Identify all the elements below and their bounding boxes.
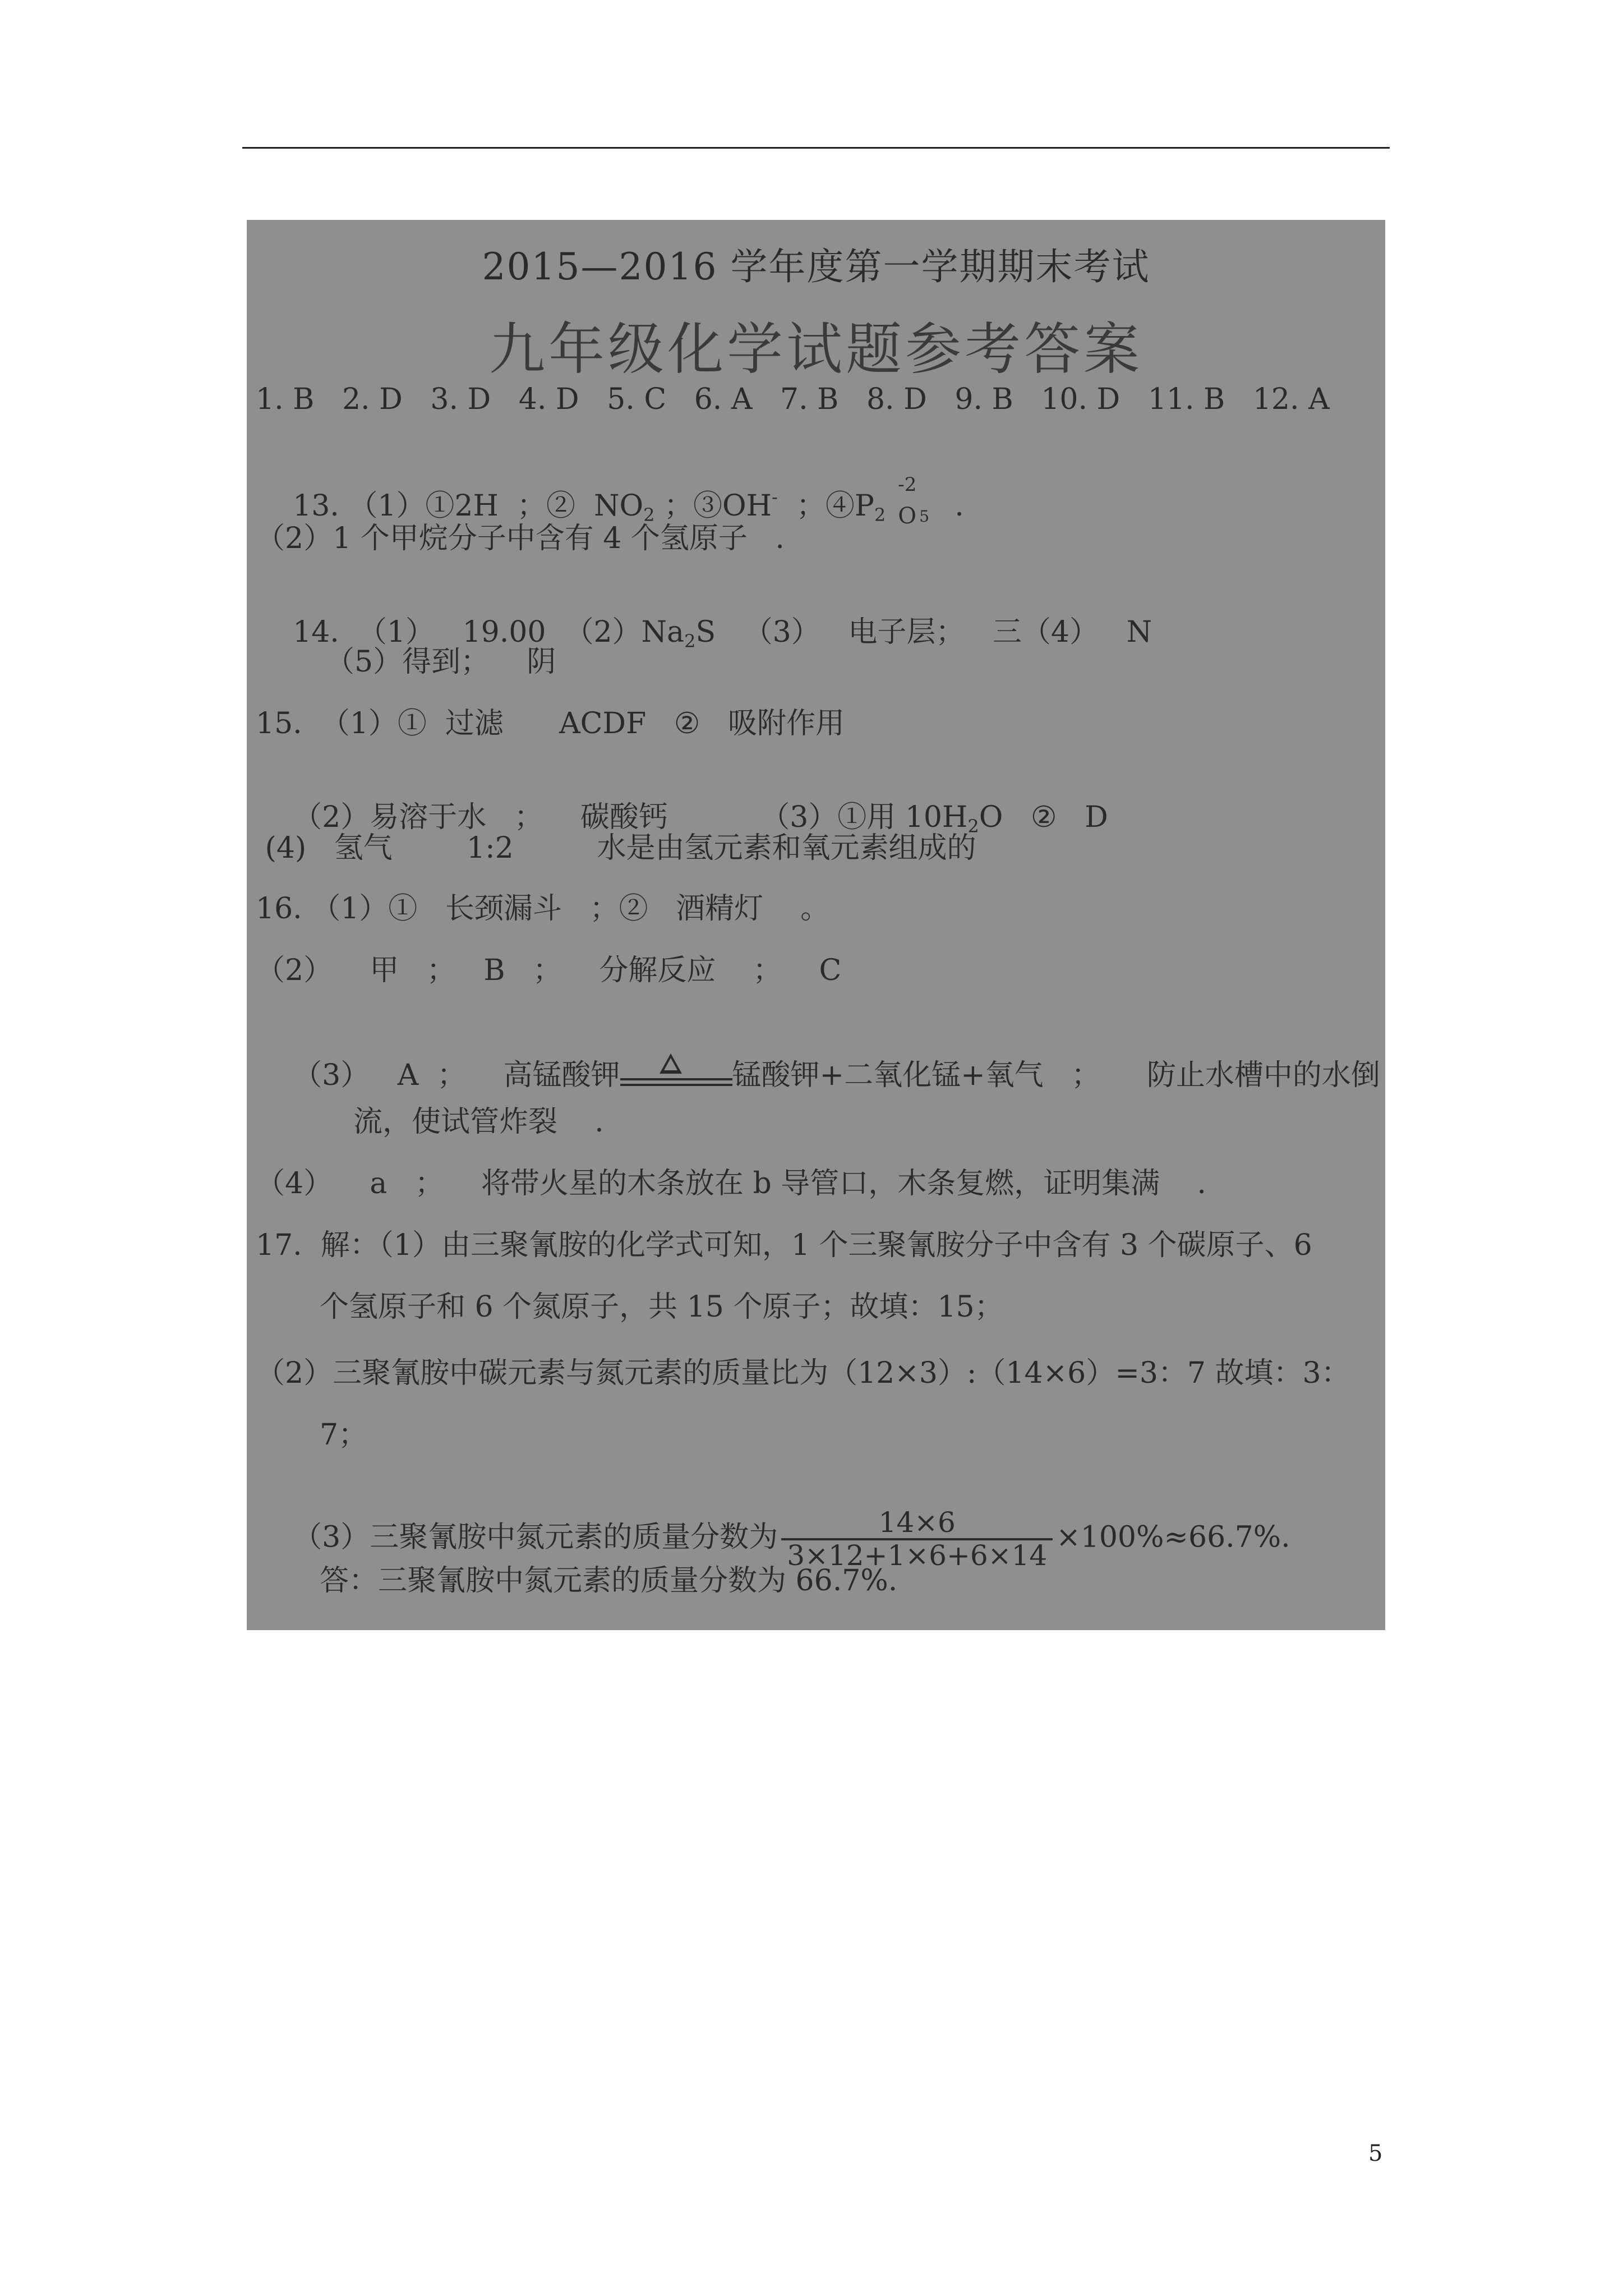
page-number: 5 (1368, 2141, 1383, 2166)
heating-arrow-icon (620, 1064, 732, 1092)
answer-14-1: 14. （1） 19.00 $(2)Na_2S$ （3） 电子层； 三（4） N (293, 615, 1152, 652)
answer-13-1: 13. （1）①2H ；② $NO_2$ ；③OH- ；$④P_2$ -2 O 5 . (293, 473, 964, 529)
answer-14-2: （5）得到； 阴 (325, 645, 556, 679)
answer-16-2: （2） 甲 ； B ； 分解反应 ； C (256, 954, 842, 987)
answer-17-1-cont: 个氢原子和 6 个氮原子，共 15 个原子；故填：15； (320, 1290, 1004, 1324)
answer-17-1: 17. 解：（1）由三聚氰胺的化学式可知，1 个三聚氰胺分子中含有 3 个碳原子、6 (256, 1228, 1312, 1262)
answer-16-4: （4） a ； 将带火星的木条放在 b 导管口，木条复燃，证明集满 . (256, 1167, 1206, 1200)
answer-15-2: （2）易溶于水 ； 碳酸钙 （3）①用 $10H_2O$ ② D (293, 800, 1108, 838)
answer-17-final: 答：三聚氰胺中氮元素的质量分数为 66.7%. (320, 1564, 898, 1598)
answer-17-3: （3）三聚氰胺中氮元素的质量分数为 $\frac{14\times 6}{3\times 12+1\times 6+6\times 14}$ ×100%≈66.7%. (293, 1506, 1290, 1572)
answer-15-4: (4) 氢气 1:2 水是由氢元素和氧元素组成的 (256, 831, 976, 865)
valence-notation: -2 O 5 (898, 473, 930, 529)
answer-17-2: （2）三聚氰胺中碳元素与氮元素的质量比为（12×3）:（14×6）=3：7 故填：3： (256, 1356, 1350, 1390)
answer-key-title: 九年级化学试题参考答案 (489, 316, 1143, 382)
answer-15-1: 15. （1）① 过滤 ACDF ② 吸附作用 (256, 707, 845, 740)
answer-17-2-cont: 7； (320, 1418, 368, 1452)
exam-title: 2015—2016 学年度第一学期期末考试 (482, 245, 1150, 288)
header-rule (242, 147, 1390, 149)
scanned-answer-key (247, 220, 1385, 1630)
answer-16-3-cont: 流，使试管炸裂 . (353, 1105, 604, 1139)
answer-16-3: （3） A ； 高锰酸钾 锰酸钾+二氧化锰+氧气 ； 防止水槽中的水倒 (256, 1028, 1380, 1124)
mass-fraction-formula: $\frac{14\times 6}{3\times 12+1\times 6+6\times 14}$ (781, 1507, 1053, 1571)
answer-13-2: （2）1 个甲烷分子中含有 4 个氢原子 . (256, 522, 785, 555)
answers-1-12: 1. B 2. D 3. D 4. D 5. C 6. A 7. B 8. D 9. B 10. D 11. B 12. A (256, 383, 1330, 416)
answer-16-1: 16. （1）① 长颈漏斗 ；② 酒精灯 。 (256, 892, 830, 926)
